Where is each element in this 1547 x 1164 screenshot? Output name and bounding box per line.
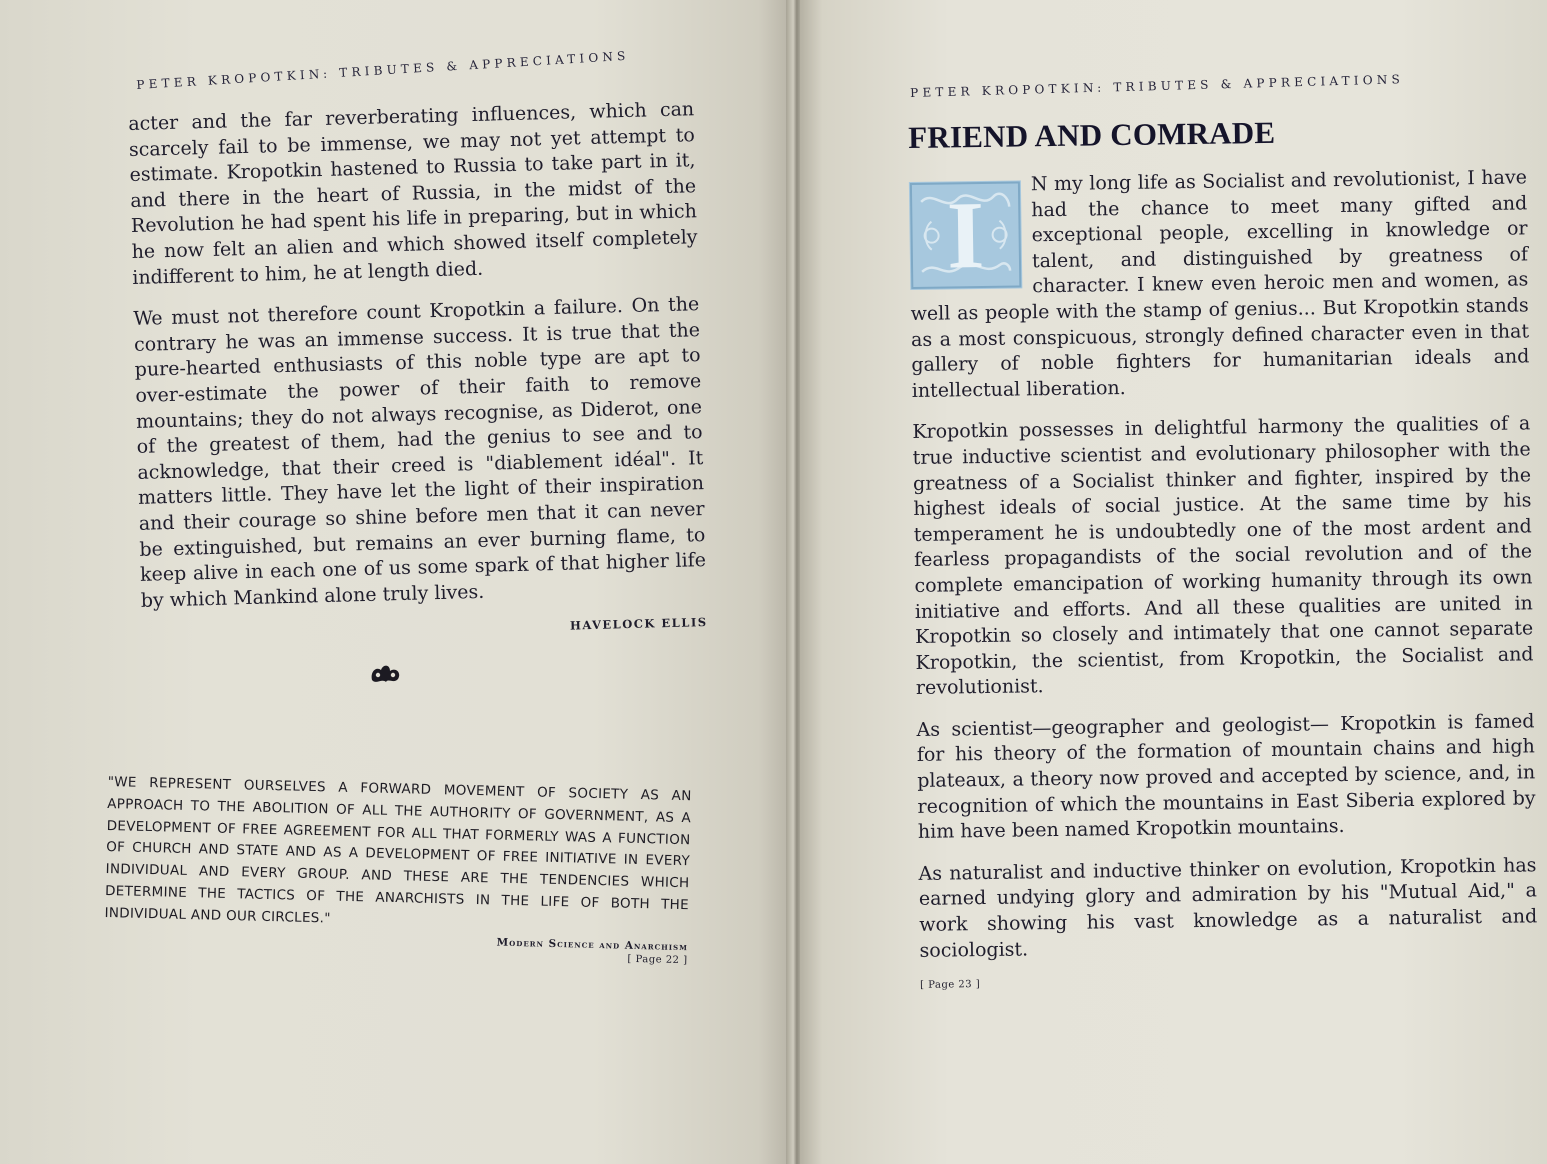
page-number-left: [ Page 22 ] <box>627 953 688 966</box>
illuminated-dropcap-icon <box>909 180 1022 290</box>
right-running-head: PETER KROPOTKIN: TRIBUTES & APPRECIATIONS <box>910 72 1405 100</box>
left-body-text <box>128 97 708 644</box>
right-paragraph-1: N my long life as Socialist and revolutionist, I have had the chance to meet many gifted and exceptional people, excelling in knowledge or talent, and distinguished by greatness of character. I knew even heroic men and women, as well as people with the stamp of genius... But Kropotkin stands as a most conspicuous, strongly defined character even in that gallery of noble fighters for humanitarian ideals and intellectual liberation. <box>910 166 1530 402</box>
left-paragraph-1: acter and the far reverberating influences, which can scarcely fail to be immense, we may not yet attempt to estimate. Kropotkin hastened to Russia to take part in it, and there in the heart of Russia, in the midst of the Revolution he had spent his life in preparing, but in which he now felt an alien and which showed itself completely indifferent to him, he at length died. <box>128 98 698 289</box>
right-paragraph-3: As scientist—geographer and geologist— Kropotkin is famed for his theory of the formation of mountain chains and high plateaux, a theory now proved and accepted by science, and, in recognition of which the mountains in East Siberia explored by him have been named Kropotkin mountains. <box>916 710 1536 844</box>
right-paragraph-4: As naturalist and inductive thinker on evolution, Kropotkin has earned undying glory and admiration by his "Mutual Aid," a work showing his vast knowledge as a naturalist and sociologist. <box>918 854 1538 962</box>
signature-havelock-ellis: HAVELOCK ELLIS <box>569 615 708 633</box>
quote-text: "WE REPRESENT OURSELVES A FORWARD MOVEMENT OF SOCIETY AS AN APPROACH TO THE ABOLITION OF ALL THE AUTHORITY OF GOVERNMENT, AS A DEVELOPMENT OF FREE AGREEMENT FOR ALL THAT FORMERLY WAS A FUNCTION OF CHURCH AND STATE AND AS A DEVELOPMENT OF FREE INITIATIVE IN EVERY INDIVIDUAL AND EVERY GROUP. AND THESE ARE THE TENDENCIES WHICH DETERMINE THE TACTICS OF THE ANARCHISTS IN THE LIFE OF BOTH THE INDIVIDUAL AND OUR CIRCLES." <box>104 773 692 927</box>
dropcap-letter: I <box>946 180 986 289</box>
quote-source: Modern Science and Anarchism <box>496 936 689 953</box>
page-number-right: [ Page 23 ] <box>920 979 981 992</box>
left-paragraph-2: We must not therefore count Kropotkin a failure. On the contrary he was an immense success. It is true that the pure-hearted enthusiasts of this noble type are apt to over-estimate the power of their faith to remove mountains; they do not always recognise, as Diderot, one of the greatest of them, had the genius to see and to acknowledge, that their creed is "diablement idéal". It matters little. They have let the light of their inspiration and their courage so shine before men that it can never be extinguished, but remains an ever burning flame, to keep alive in each one of us some spark of that higher life by which Mankind alone truly lives. <box>133 293 707 612</box>
section-title: FRIEND AND COMRADE <box>908 114 1276 155</box>
right-paragraph-2: Kropotkin possesses in delightful harmony the qualities of a true inductive scientist and evolutionary philosopher with the greatness of a Socialist thinker and fighter, inspired by the highest ideals of social justice. At the same time by his temperament he is undoubtedly one of the most ardent and fearless propagandists of the social revolution and of the complete emancipation of working humanity through its own initiative and efforts. And all these qualities are united in Kropotkin so closely and intimately that one cannot separate Kropotkin, the scientist, from Kropotkin, the Socialist and revolutionist. <box>912 412 1534 700</box>
right-body-text <box>908 111 1538 991</box>
dropcap-paragraph <box>909 165 1530 404</box>
left-running-head: PETER KROPOTKIN: TRIBUTES & APPRECIATIONS <box>136 48 630 92</box>
right-page <box>800 0 1547 1164</box>
kropotkin-quote <box>104 772 692 966</box>
fleuron-ornament-icon <box>368 660 404 686</box>
